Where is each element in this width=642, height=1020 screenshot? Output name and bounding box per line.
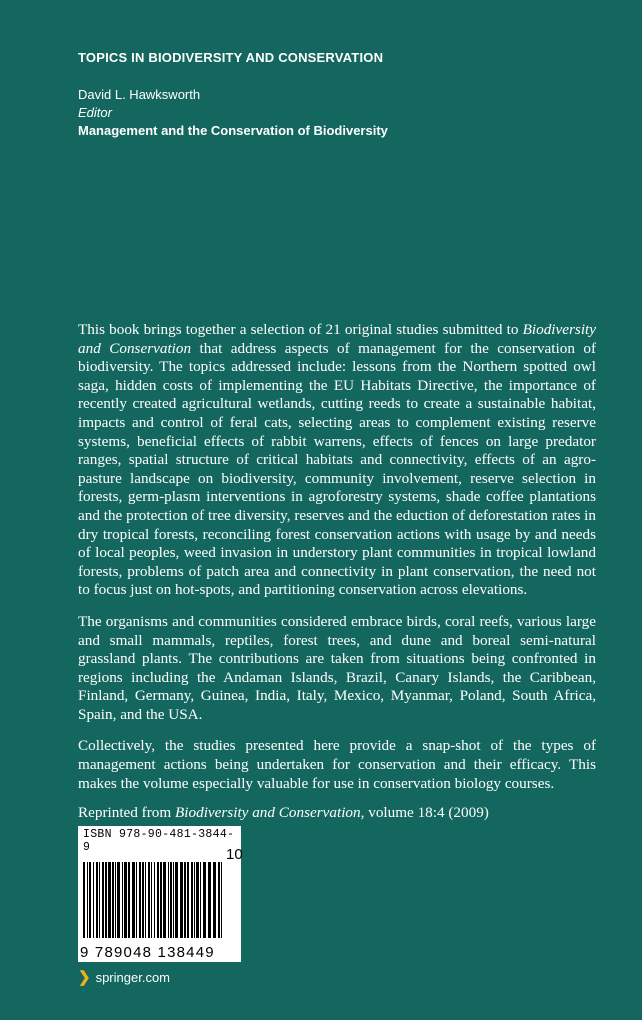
description-paragraph-1: This book brings together a selection of 21 original studies submitted to Biodiversity and Conservation that address aspects of management for the conservation of biodiversity. The topics addressed include: lessons from the Northern spotted owl saga, hidden costs of implementing the EU Habitats Directive, the importance of recently created agricultural wetlands, cutting reeds to create a sustainable habitat, impacts and control of feral cats, selecting areas to complement existing reserve systems, beneficial effects of rabbit warrens, effects of fences on large predator ranges, spatial structure of critical habitats and connectivity, effects of an agro-pasture landscape on biodiversity, community involvement, reserve selection in forests, germ-plasm interventions in agroforestry systems, shade coffee plantations and the protection of tree diversity, reserves and the eduction of deforestation rates in dry tropical forests, reconciling forest conservation actions with usage by and needs of local peoples, weed invasion in understory plant communities in tropical lowland forests, problems of patch area and connectivity in plant conservation, the need not to focus just on hot-spots, and partitioning conservation across elevations. xyxy=(78,321,597,599)
barcode-bar xyxy=(112,862,114,938)
barcode-bar xyxy=(168,862,169,938)
barcode-bar xyxy=(218,862,220,938)
barcode-bar xyxy=(151,862,152,938)
barcode-bar xyxy=(108,862,111,938)
editor-name: David L. Hawksworth xyxy=(78,87,201,102)
chevron-right-icon: ❯ xyxy=(78,969,91,986)
barcode-bar xyxy=(187,862,189,938)
barcode-bar xyxy=(115,862,116,938)
barcode-bars xyxy=(83,862,225,938)
barcode-bar xyxy=(132,862,135,938)
barcode-bar xyxy=(221,862,222,938)
barcode-bar xyxy=(157,862,159,938)
barcode-bar xyxy=(154,862,155,938)
barcode-digits: 9 789048 138449 xyxy=(80,944,215,961)
barcode-bar xyxy=(105,862,107,938)
barcode-bar xyxy=(191,862,193,938)
barcode-bar xyxy=(213,862,216,938)
barcode-bar xyxy=(128,862,130,938)
price-code: 10 xyxy=(226,846,243,863)
barcode-bar xyxy=(196,862,199,938)
barcode-bar xyxy=(87,862,88,938)
barcode-bar xyxy=(136,862,137,938)
isbn-barcode xyxy=(78,826,241,962)
barcode-bar xyxy=(184,862,186,938)
barcode-bar xyxy=(117,862,120,938)
barcode-bar xyxy=(96,862,98,938)
barcode-bar xyxy=(142,862,144,938)
barcode-bar xyxy=(208,862,211,938)
barcode-bar xyxy=(89,862,91,938)
book-description xyxy=(78,321,596,806)
publisher-link[interactable] xyxy=(78,968,170,986)
publisher-url: springer.com xyxy=(95,969,170,985)
barcode-bar xyxy=(93,862,94,938)
barcode-bar xyxy=(124,862,127,938)
barcode-bar xyxy=(194,862,195,938)
barcode-bar xyxy=(200,862,201,938)
barcode-bar xyxy=(145,862,146,938)
barcode-bar xyxy=(160,862,162,938)
barcode-bar xyxy=(148,862,150,938)
barcode-bar xyxy=(170,862,172,938)
barcode-bar xyxy=(99,862,100,938)
description-paragraph-3: Collectively, the studies presented here provide a snap-shot of the types of management actions being undertaken for conservation and their efficacy. This makes the volume especially valuable for use in conservation biology courses. xyxy=(78,737,596,792)
barcode-bar xyxy=(173,862,174,938)
isbn-label: ISBN 978-90-481-3844-9 xyxy=(83,828,235,854)
reprint-note: Reprinted from Biodiversity and Conservation, volume 18:4 (2009) xyxy=(78,804,489,821)
book-header xyxy=(78,86,388,140)
series-title: TOPICS IN BIODIVERSITY AND CONSERVATION xyxy=(78,50,384,65)
journal-name: Biodiversity and Conservation xyxy=(78,321,596,357)
barcode-bar xyxy=(122,862,123,938)
barcode-bar xyxy=(139,862,141,938)
barcode-bar xyxy=(180,862,183,938)
barcode-bar xyxy=(175,862,178,938)
editor-role: Editor xyxy=(78,105,112,120)
barcode-bar xyxy=(163,862,166,938)
description-paragraph-2: The organisms and communities considered embrace birds, coral reefs, various large and small mammals, reptiles, forest trees, and dune and boreal semi-natural grassland plants. The contributions are taken from situations being confronted in regions including the Andaman Islands, Brazil, Canary Islands, the Caribbean, Finland, Germany, Guinea, India, Italy, Mexico, Myanmar, Poland, South Africa, Spain, and the USA. xyxy=(78,612,596,723)
barcode-bar xyxy=(102,862,104,938)
barcode-bar xyxy=(203,862,206,938)
barcode-bar xyxy=(83,862,85,938)
book-title: Management and the Conservation of Biodiversity xyxy=(78,123,388,138)
